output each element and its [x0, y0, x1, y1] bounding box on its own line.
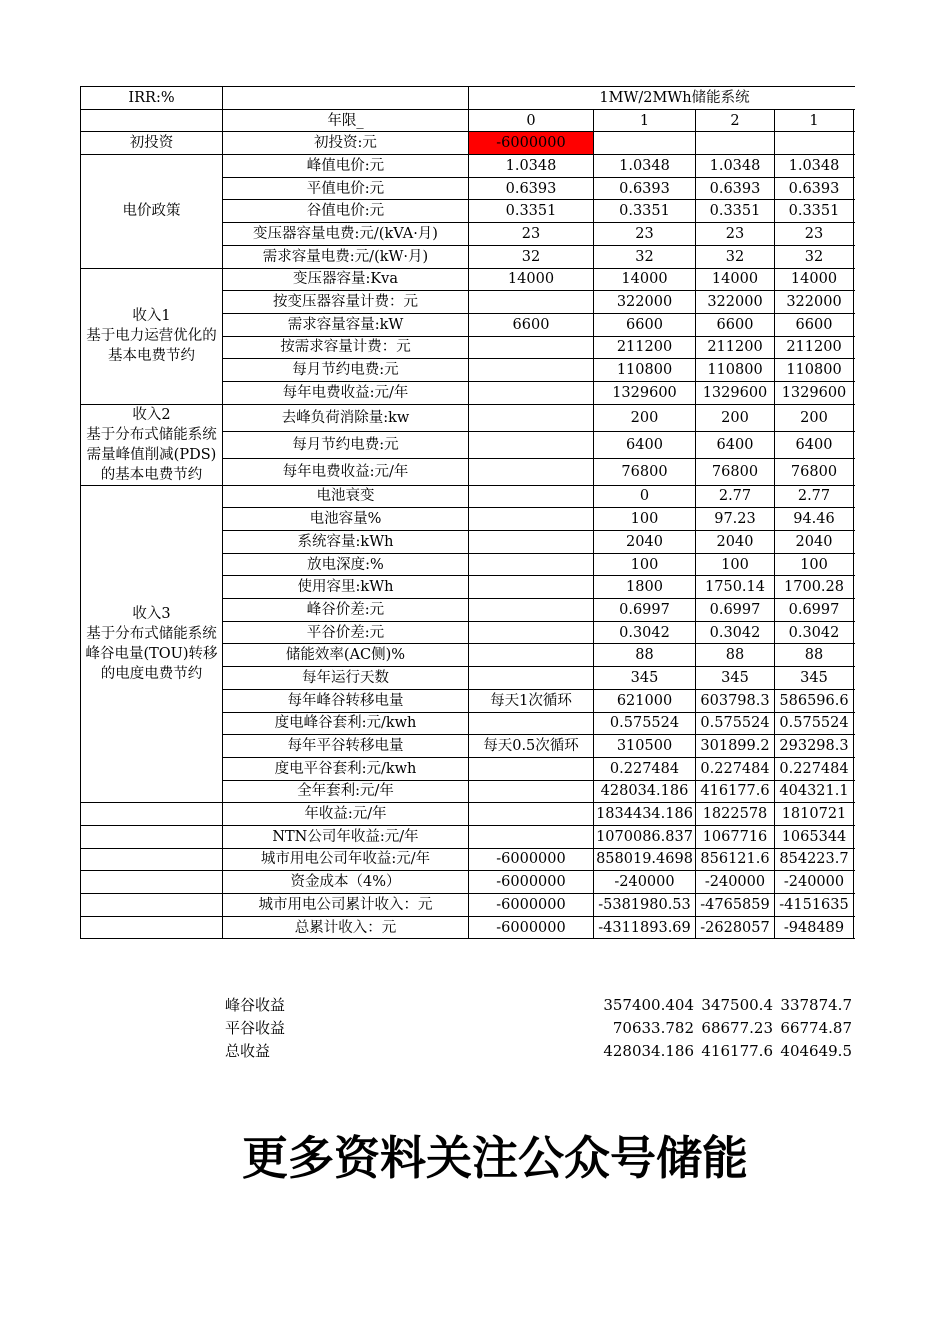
- value-year1: -5381980.53: [594, 894, 696, 917]
- summary-value: 66774.87: [780, 1019, 852, 1037]
- value-year2: 1822578: [696, 803, 775, 826]
- value-year3: 110800: [775, 359, 854, 382]
- blank-cell: [81, 803, 223, 826]
- value-year0: [469, 381, 594, 404]
- row-label: 需求容量电费:元/(kW·月): [223, 245, 469, 268]
- row-label: 年收益:元/年: [223, 803, 469, 826]
- row-label: 平值电价:元: [223, 177, 469, 200]
- category-label: 初投资: [81, 132, 223, 155]
- value-year3: 6400: [775, 431, 854, 458]
- overflow-cell: [854, 200, 856, 223]
- value-year3: 0.3042: [775, 621, 854, 644]
- blank-cell: [81, 916, 223, 939]
- overflow-cell: [854, 667, 856, 690]
- value-year3: 76800: [775, 458, 854, 485]
- value-year3: 293298.3: [775, 735, 854, 758]
- sheet-title: 1MW/2MWh储能系统: [469, 87, 856, 110]
- table-row: [81, 87, 856, 110]
- value-year3: -240000: [775, 871, 854, 894]
- value-year2: 6600: [696, 313, 775, 336]
- initial-investment-value: -6000000: [469, 132, 594, 155]
- value-year3: 88: [775, 644, 854, 667]
- value-year3: 0.575524: [775, 712, 854, 735]
- row-label: 储能效率(AC侧)%: [223, 644, 469, 667]
- value-year2: 0.3351: [696, 200, 775, 223]
- category-label: 收入3 基于分布式储能系统峰谷电量(TOU)转移的电度电费节约: [81, 485, 223, 803]
- row-label: 每年平谷转移电量: [223, 735, 469, 758]
- value-year2: 345: [696, 667, 775, 690]
- value-year1: 23: [594, 223, 696, 246]
- summary-value: 347500.4: [701, 996, 773, 1014]
- column-header: 1: [594, 109, 696, 132]
- value-year3: 404321.1: [775, 780, 854, 803]
- row-label: 每月节约电费:元: [223, 431, 469, 458]
- value-year2: 0.227484: [696, 757, 775, 780]
- summary-value: 416177.6: [701, 1042, 773, 1060]
- summary-label: 峰谷收益: [225, 996, 286, 1014]
- value-year1: 0.3351: [594, 200, 696, 223]
- row-label: 每年运行天数: [223, 667, 469, 690]
- irr-label: IRR:%: [81, 87, 223, 110]
- value-year2: 97.23: [696, 508, 775, 531]
- overflow-cell: [854, 155, 856, 178]
- value-year1: 6600: [594, 313, 696, 336]
- table-row: [81, 894, 856, 917]
- row-label: 变压器容量电费:元/(kVA·月): [223, 223, 469, 246]
- value-year0: [469, 531, 594, 554]
- overflow-cell: [854, 458, 856, 485]
- overflow-cell: [854, 132, 856, 155]
- value-year1: 1800: [594, 576, 696, 599]
- value-year1: 1.0348: [594, 155, 696, 178]
- value-year1: 6400: [594, 431, 696, 458]
- value-year2: -4765859: [696, 894, 775, 917]
- value-year3: 0.6393: [775, 177, 854, 200]
- row-label: 变压器容量:Kva: [223, 268, 469, 291]
- blank-cell: [81, 894, 223, 917]
- value-year1: 211200: [594, 336, 696, 359]
- overflow-cell: [854, 848, 856, 871]
- value-year3: 211200: [775, 336, 854, 359]
- value-year0: [469, 404, 594, 431]
- summary-value: 428034.186: [603, 1042, 694, 1060]
- value-year2: 603798.3: [696, 689, 775, 712]
- category-label: 电价政策: [81, 155, 223, 268]
- row-label: 去峰负荷消除量:kw: [223, 404, 469, 431]
- value-year2: 1067716: [696, 825, 775, 848]
- value-year1: 110800: [594, 359, 696, 382]
- row-label: 度电平谷套利:元/kwh: [223, 757, 469, 780]
- header-row: [81, 109, 856, 132]
- blank-cell: [81, 871, 223, 894]
- row-label: 全年套利:元/年: [223, 780, 469, 803]
- category-label: 收入2 基于分布式储能系统需量峰值削减(PDS)的基本电费节约: [81, 404, 223, 485]
- row-label: 电池容量%: [223, 508, 469, 531]
- value-year3: 322000: [775, 291, 854, 314]
- row-label: 城市用电公司年收益:元/年: [223, 848, 469, 871]
- value-year1: 322000: [594, 291, 696, 314]
- overflow-cell: [854, 381, 856, 404]
- value-year1: -4311893.69: [594, 916, 696, 939]
- value-year1: 621000: [594, 689, 696, 712]
- value-year3: 200: [775, 404, 854, 431]
- summary-row: [222, 994, 854, 1017]
- value-year1: 1834434.186: [594, 803, 696, 826]
- summary-row: [222, 1040, 854, 1063]
- value-year3: 0.6997: [775, 599, 854, 622]
- row-label: 放电深度:%: [223, 553, 469, 576]
- value-year0: [469, 576, 594, 599]
- table-row: [81, 132, 856, 155]
- value-year2: 6400: [696, 431, 775, 458]
- value-year2: 0.575524: [696, 712, 775, 735]
- value-year0: -6000000: [469, 916, 594, 939]
- value-year0: 14000: [469, 268, 594, 291]
- row-label: 使用容里:kWh: [223, 576, 469, 599]
- summary-row: [222, 1017, 854, 1040]
- value-year1: 1070086.837: [594, 825, 696, 848]
- value-year0: -6000000: [469, 871, 594, 894]
- overflow-cell: [854, 780, 856, 803]
- row-label: 初投资:元: [223, 132, 469, 155]
- summary-value: 337874.7: [780, 996, 852, 1014]
- blank-cell: [223, 87, 469, 110]
- row-label: 谷值电价:元: [223, 200, 469, 223]
- table-row: [81, 268, 856, 291]
- row-label: 按变压器容量计费：元: [223, 291, 469, 314]
- overflow-cell: [854, 825, 856, 848]
- value-year2: -2628057: [696, 916, 775, 939]
- value-year3: 1810721: [775, 803, 854, 826]
- value-year2: 1329600: [696, 381, 775, 404]
- value-year0: [469, 757, 594, 780]
- overflow-cell: [854, 621, 856, 644]
- value-year0: [469, 458, 594, 485]
- value-year0: [469, 599, 594, 622]
- value-year2: 23: [696, 223, 775, 246]
- overflow-cell: [854, 576, 856, 599]
- overflow-cell: [854, 508, 856, 531]
- value-year2: 100: [696, 553, 775, 576]
- value-year1: 14000: [594, 268, 696, 291]
- table-row: [81, 871, 856, 894]
- value-year0: [469, 553, 594, 576]
- footer-banner: 更多资料关注公众号储能: [242, 1131, 748, 1185]
- table-row: [81, 803, 856, 826]
- table-row: [81, 404, 856, 431]
- overflow-cell: [854, 431, 856, 458]
- value-year2: -240000: [696, 871, 775, 894]
- overflow-cell: [854, 735, 856, 758]
- value-year1: 0: [594, 485, 696, 508]
- overflow-cell: [854, 485, 856, 508]
- value-year1: 428034.186: [594, 780, 696, 803]
- value-year0: [469, 359, 594, 382]
- overflow-cell: [854, 553, 856, 576]
- value-year2: 88: [696, 644, 775, 667]
- table-row: [81, 916, 856, 939]
- column-header: 1: [775, 109, 854, 132]
- value-year0: [469, 780, 594, 803]
- row-label: 总累计收入：元: [223, 916, 469, 939]
- blank-cell: [696, 132, 775, 155]
- value-year1: 0.6393: [594, 177, 696, 200]
- row-label: 每年电费收益:元/年: [223, 458, 469, 485]
- value-year0: -6000000: [469, 848, 594, 871]
- value-year1: 100: [594, 508, 696, 531]
- column-header: 0: [469, 109, 594, 132]
- overflow-cell: [854, 268, 856, 291]
- overflow-cell: [854, 894, 856, 917]
- table-row: [81, 848, 856, 871]
- summary-label: 总收益: [225, 1042, 271, 1060]
- overflow-cell: [854, 531, 856, 554]
- value-year3: 0.3351: [775, 200, 854, 223]
- summary-label: 平谷收益: [225, 1019, 286, 1037]
- value-year2: 211200: [696, 336, 775, 359]
- value-year2: 32: [696, 245, 775, 268]
- overflow-cell: [854, 644, 856, 667]
- category-label: 收入1 基于电力运营优化的基本电费节约: [81, 268, 223, 404]
- overflow-cell: [854, 177, 856, 200]
- value-year0: 23: [469, 223, 594, 246]
- value-year2: 0.6393: [696, 177, 775, 200]
- value-year3: -4151635: [775, 894, 854, 917]
- summary-value: 357400.404: [603, 996, 694, 1014]
- summary-value: 404649.5: [780, 1042, 852, 1060]
- row-label: 每年峰谷转移电量: [223, 689, 469, 712]
- summary-value: 70633.782: [612, 1019, 694, 1037]
- summary-value: 68677.23: [701, 1019, 773, 1037]
- row-label: NTN公司年收益:元/年: [223, 825, 469, 848]
- value-year1: 310500: [594, 735, 696, 758]
- value-year2: 0.6997: [696, 599, 775, 622]
- value-year2: 1.0348: [696, 155, 775, 178]
- blank-cell: [775, 132, 854, 155]
- value-year0: [469, 508, 594, 531]
- overflow-cell: [854, 291, 856, 314]
- value-year2: 322000: [696, 291, 775, 314]
- value-year0: [469, 485, 594, 508]
- value-year1: 0.227484: [594, 757, 696, 780]
- row-label: 城市用电公司累计收入：元: [223, 894, 469, 917]
- overflow-cell: [854, 599, 856, 622]
- value-year3: 1329600: [775, 381, 854, 404]
- value-year1: 0.3042: [594, 621, 696, 644]
- value-year0: [469, 667, 594, 690]
- value-year3: 14000: [775, 268, 854, 291]
- value-year1: 76800: [594, 458, 696, 485]
- overflow-cell: [854, 689, 856, 712]
- table-row: [81, 155, 856, 178]
- row-label: 系统容量:kWh: [223, 531, 469, 554]
- value-year3: 1.0348: [775, 155, 854, 178]
- value-year2: 301899.2: [696, 735, 775, 758]
- value-year0: 1.0348: [469, 155, 594, 178]
- row-label: 需求容量容量:kW: [223, 313, 469, 336]
- row-label: 度电峰谷套利:元/kwh: [223, 712, 469, 735]
- value-year1: 345: [594, 667, 696, 690]
- value-year1: 100: [594, 553, 696, 576]
- value-year3: 1700.28: [775, 576, 854, 599]
- value-year0: [469, 431, 594, 458]
- value-year0: 32: [469, 245, 594, 268]
- value-year3: 2.77: [775, 485, 854, 508]
- overflow-cell: [854, 712, 856, 735]
- value-year1: 88: [594, 644, 696, 667]
- value-year0: 0.6393: [469, 177, 594, 200]
- value-year0: 6600: [469, 313, 594, 336]
- row-label: 按需求容量计费：元: [223, 336, 469, 359]
- value-year3: 2040: [775, 531, 854, 554]
- row-label: 资金成本（4%）: [223, 871, 469, 894]
- table-row: [81, 485, 856, 508]
- row-label: 峰谷价差:元: [223, 599, 469, 622]
- value-year3: 586596.6: [775, 689, 854, 712]
- blank-cell: [81, 825, 223, 848]
- value-year2: 2.77: [696, 485, 775, 508]
- value-year3: 345: [775, 667, 854, 690]
- data-table: [80, 86, 855, 939]
- value-year3: -948489: [775, 916, 854, 939]
- value-year0: [469, 291, 594, 314]
- blank-cell: [594, 132, 696, 155]
- table-row: [81, 825, 856, 848]
- value-year3: 0.227484: [775, 757, 854, 780]
- blank-cell: [81, 848, 223, 871]
- overflow-cell: [854, 916, 856, 939]
- value-year1: 0.575524: [594, 712, 696, 735]
- row-label: 峰值电价:元: [223, 155, 469, 178]
- column-header: 年限_: [223, 109, 469, 132]
- value-year0: [469, 712, 594, 735]
- value-year3: 1065344: [775, 825, 854, 848]
- value-year0: 每天0.5次循环: [469, 735, 594, 758]
- value-year3: 854223.7: [775, 848, 854, 871]
- value-year1: 200: [594, 404, 696, 431]
- value-year0: [469, 644, 594, 667]
- overflow-cell: [854, 803, 856, 826]
- value-year2: 76800: [696, 458, 775, 485]
- row-label: 每月节约电费:元: [223, 359, 469, 382]
- overflow-cell: [854, 109, 856, 132]
- value-year3: 6600: [775, 313, 854, 336]
- overflow-cell: [854, 359, 856, 382]
- overflow-cell: [854, 757, 856, 780]
- value-year0: [469, 825, 594, 848]
- value-year2: 200: [696, 404, 775, 431]
- value-year1: 858019.4698: [594, 848, 696, 871]
- overflow-cell: [854, 313, 856, 336]
- value-year3: 100: [775, 553, 854, 576]
- column-header: 2: [696, 109, 775, 132]
- value-year1: 1329600: [594, 381, 696, 404]
- overflow-cell: [854, 404, 856, 431]
- row-label: 电池衰变: [223, 485, 469, 508]
- value-year3: 94.46: [775, 508, 854, 531]
- value-year1: 0.6997: [594, 599, 696, 622]
- row-label: 每年电费收益:元/年: [223, 381, 469, 404]
- value-year0: -6000000: [469, 894, 594, 917]
- value-year2: 416177.6: [696, 780, 775, 803]
- value-year0: 0.3351: [469, 200, 594, 223]
- value-year1: 32: [594, 245, 696, 268]
- blank-cell: [81, 109, 223, 132]
- value-year2: 0.3042: [696, 621, 775, 644]
- overflow-cell: [854, 223, 856, 246]
- value-year2: 1750.14: [696, 576, 775, 599]
- value-year3: 23: [775, 223, 854, 246]
- value-year0: [469, 336, 594, 359]
- row-label: 平谷价差:元: [223, 621, 469, 644]
- value-year2: 856121.6: [696, 848, 775, 871]
- value-year2: 14000: [696, 268, 775, 291]
- value-year0: [469, 621, 594, 644]
- value-year1: 2040: [594, 531, 696, 554]
- spreadsheet: [80, 86, 855, 939]
- summary-block: [222, 994, 854, 1063]
- overflow-cell: [854, 336, 856, 359]
- value-year1: -240000: [594, 871, 696, 894]
- value-year2: 2040: [696, 531, 775, 554]
- overflow-cell: [854, 245, 856, 268]
- overflow-cell: [854, 871, 856, 894]
- value-year3: 32: [775, 245, 854, 268]
- value-year0: 每天1次循环: [469, 689, 594, 712]
- value-year2: 110800: [696, 359, 775, 382]
- value-year0: [469, 803, 594, 826]
